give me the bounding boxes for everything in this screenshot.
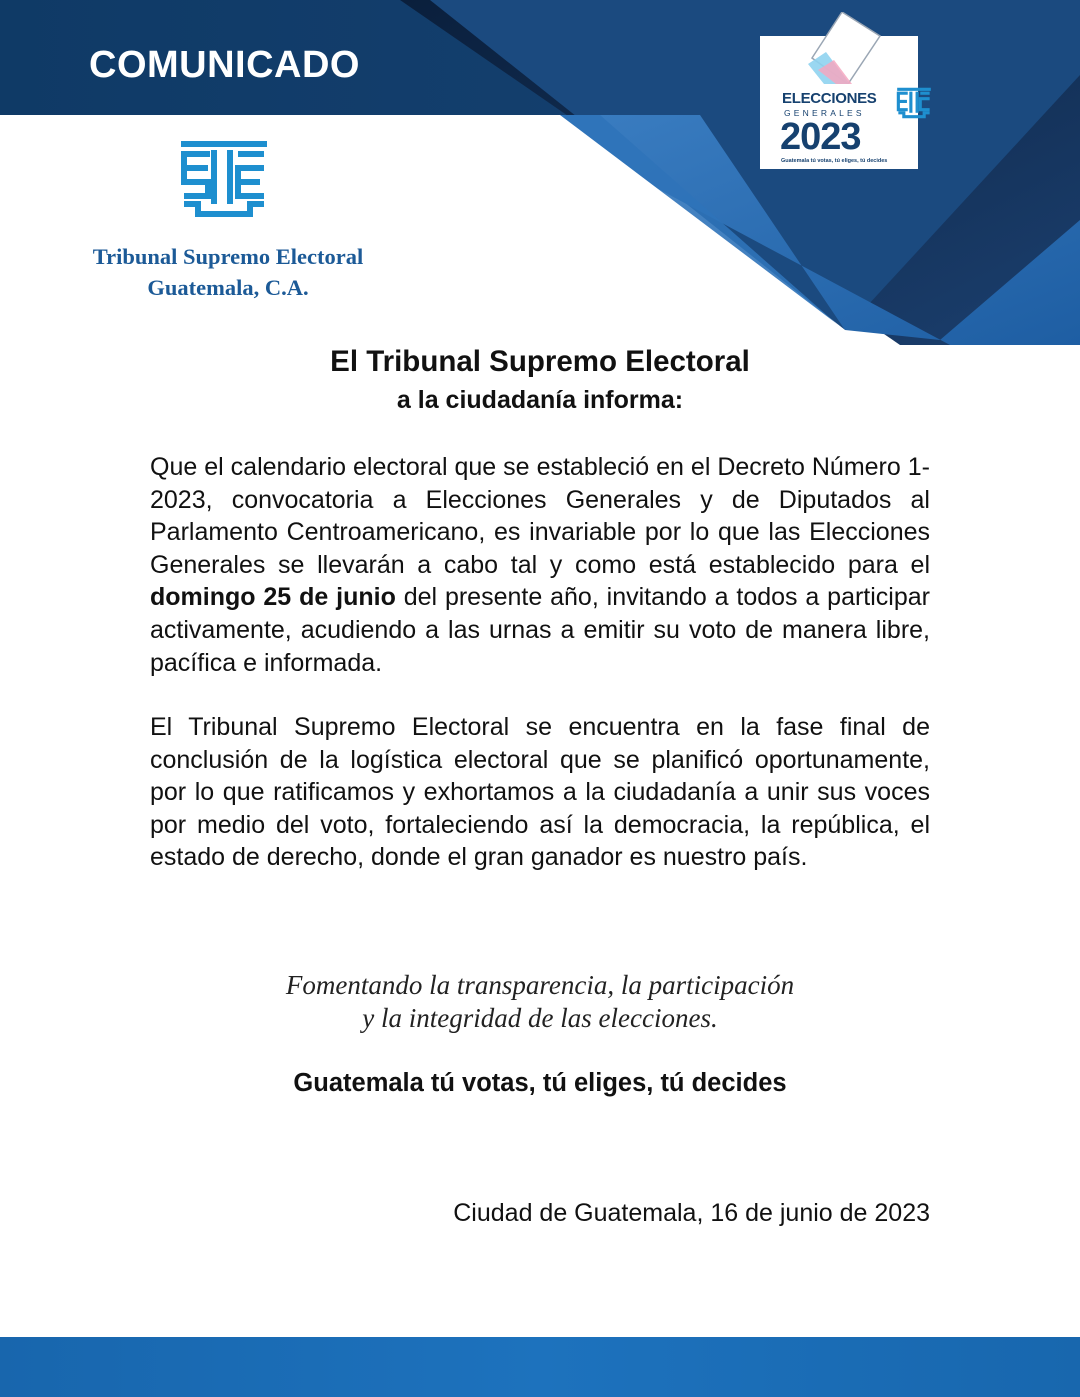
para1-text-start: Que el calendario electoral que se estableció en el Decreto Número 1-2023, convocatoria a Elecciones Generales y de Diputados al Parlamento Centroamericano, es invariable por lo que las Elecciones Generales se llevarán a cabo tal y como está establecido para el	[150, 453, 930, 579]
motto	[0, 969, 1080, 1035]
org-name-line-2: Guatemala, C.A.	[147, 275, 309, 300]
campaign-slogan: Guatemala tú votas, tú eliges, tú decides	[293, 1069, 787, 1097]
motto-line-2: y la integridad de las elecciones.	[362, 1003, 718, 1033]
badge-subtitle: GENERALES	[784, 108, 865, 118]
org-name-line-1: Tribunal Supremo Electoral	[92, 244, 364, 269]
statement-subheading: a la ciudadanía informa:	[396, 386, 684, 414]
statement-paragraph-1	[150, 451, 930, 679]
tse-logo	[78, 138, 378, 308]
badge-slogan: Guatemala tú votas, tú eliges, tú decides	[781, 158, 888, 164]
footer-bar	[0, 1337, 1080, 1397]
ballot-box-icon	[804, 12, 884, 84]
para1-text-end: del presente año, invitando a todos a participar activamente, acudiendo a las urnas a emitir su voto de manera libre, pacífica e informada.	[150, 583, 930, 677]
badge-tse-icon	[896, 86, 932, 120]
motto-line-1: Fomentando la transparencia, la participación	[285, 970, 795, 1000]
statement-paragraph-2: El Tribunal Supremo Electoral se encuentra en la fase final de conclusión de la logística electoral que se planificó oportunamente, por lo que ratificamos y exhortamos a la ciudadanía a unir sus voces por medio del voto, fortaleciendo así la democracia, la república, el estado de derecho, donde el gran ganador es nuestro país.	[150, 713, 930, 872]
elections-2023-badge	[760, 36, 918, 169]
election-date-highlight: domingo 25 de junio	[150, 583, 396, 612]
header-title: COMUNICADO	[89, 44, 360, 86]
badge-year: 2023	[780, 116, 861, 158]
date-line: Ciudad de Guatemala, 16 de junio de 2023	[453, 1199, 930, 1227]
tse-emblem-icon	[178, 138, 270, 220]
badge-title: ELECCIONES	[782, 90, 877, 107]
statement-heading: El Tribunal Supremo Electoral	[330, 345, 750, 378]
